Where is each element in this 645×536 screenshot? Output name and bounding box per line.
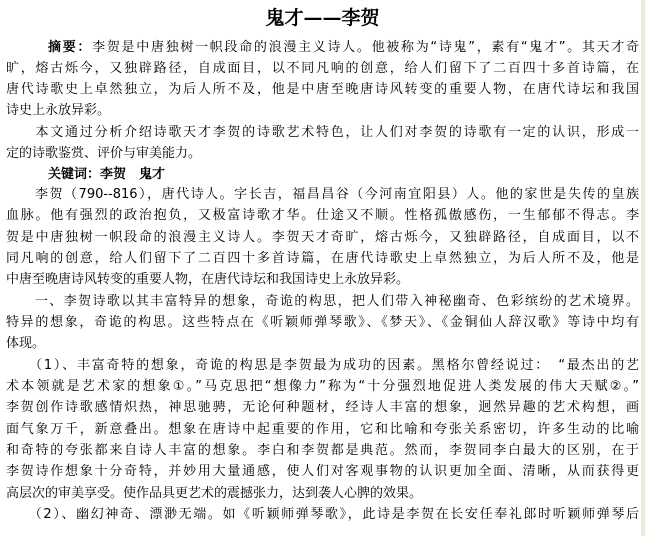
text-line: 李贺（790--816），唐代诗人。字长吉，福昌昌谷（今河南宜阳县）人。他的家世是失传的皇族 xyxy=(6,187,639,202)
keywords-line xyxy=(6,165,639,185)
text-line: 同凡响的创意，给人们留下了二百四十多首诗篇，在唐代诗歌史上卓然独立，为后人所不及，他是 xyxy=(6,251,639,266)
abstract-label: 摘要： xyxy=(48,40,93,55)
text-line: 一、李贺诗歌以其丰富特异的想象，奇诡的构思，把人们带入神秘幽奇、色彩缤纷的艺术境界。 xyxy=(6,294,639,309)
text-line: 唐代诗歌史上卓然独立，为后人所不及，他是中唐至晚唐诗风转变的重要人物，在唐代诗坛和我国 xyxy=(6,82,639,97)
text-line: 李贺创作诗歌感情炽热，神思驰骋，无论何种题材，经诗人丰富的想象，迥然异趣的艺术构想，画 xyxy=(6,400,639,415)
text-line: 术本领就是艺术家的想象①。”马克思把“想像力”称为“十分强烈地促进人类发展的伟大天赋②。” xyxy=(6,379,639,394)
text-line: 体现。 xyxy=(6,336,46,351)
text-line: 李贺诗作想象十分奇特，并妙用大量通感，使人们对客观事物的认识更加全面、清晰，从而获得更 xyxy=(6,464,639,479)
text-line: 高层次的审美享受。使作品具更艺术的震撼张力，达到袭人心脾的效果。 xyxy=(6,486,423,501)
text-line: 旷，熔古烁今，又独辟路径，自成面目，以不同凡响的创意，给人们留下了二百四十多首诗篇，在 xyxy=(6,61,639,76)
text-line: 贺是中唐独树一帜段命的浪漫主义诗人。李贺天才奇旷，熔古烁今，又独辟路径，自成面目，以不 xyxy=(6,230,639,245)
text-line: （2）、幽幻神奇、漂渺无端。如《听颖师弹琴歌》，此诗是李贺在长安任奉礼郎时听颖师弹琴后 xyxy=(6,507,639,522)
abstract-line xyxy=(6,38,639,58)
text-line: 李贺是中唐独树一帜段命的浪漫主义诗人。他被称为“诗鬼”，素有“鬼才”。其天才奇 xyxy=(92,40,639,55)
document-title: 鬼才——李贺 xyxy=(265,7,380,29)
window-edge xyxy=(641,0,645,536)
text-line: （1）、丰富奇特的想象，奇诡的构思是李贺最为成功的因素。黑格尔曾经说过： “最杰出的艺 xyxy=(6,358,639,373)
text-line: 面气象万千，新意叠出。想象在唐诗中起重要的作用，它和比喻和夸张关系密切，许多生动的比喻 xyxy=(6,422,639,437)
keywords-label: 关键词： xyxy=(48,167,101,182)
text-line: 诗史上永放异彩。 xyxy=(6,103,111,118)
keywords-value: 李贺 鬼才 xyxy=(100,167,166,182)
text-line: 特异的想象，奇诡的构思。这些特点在《听颖师弹琴歌》、《梦天》、《金铜仙人辞汉歌》等诗中均有 xyxy=(6,315,639,330)
text-line: 本文通过分析介绍诗歌天才李贺的诗歌艺术特色，让人们对李贺的诗歌有一定的认识，形成一 xyxy=(6,125,639,140)
text-line: 血脉。他有强烈的政治抱负，又极富诗歌才华。仕途又不顺。性格孤傲感伤，一生郁郁不得志。李 xyxy=(6,208,639,223)
text-line: 中唐至晚唐诗风转变的重要人物，在唐代诗坛和我国诗史上永放异彩。 xyxy=(6,272,410,287)
text-line: 和奇特的夸张都来自诗人丰富的想象。李白和李贺都是典范。然而，李贺同李白最大的区别，在于 xyxy=(6,443,639,458)
text-line: 定的诗歌鉴赏、评价与审美能力。 xyxy=(6,146,202,161)
